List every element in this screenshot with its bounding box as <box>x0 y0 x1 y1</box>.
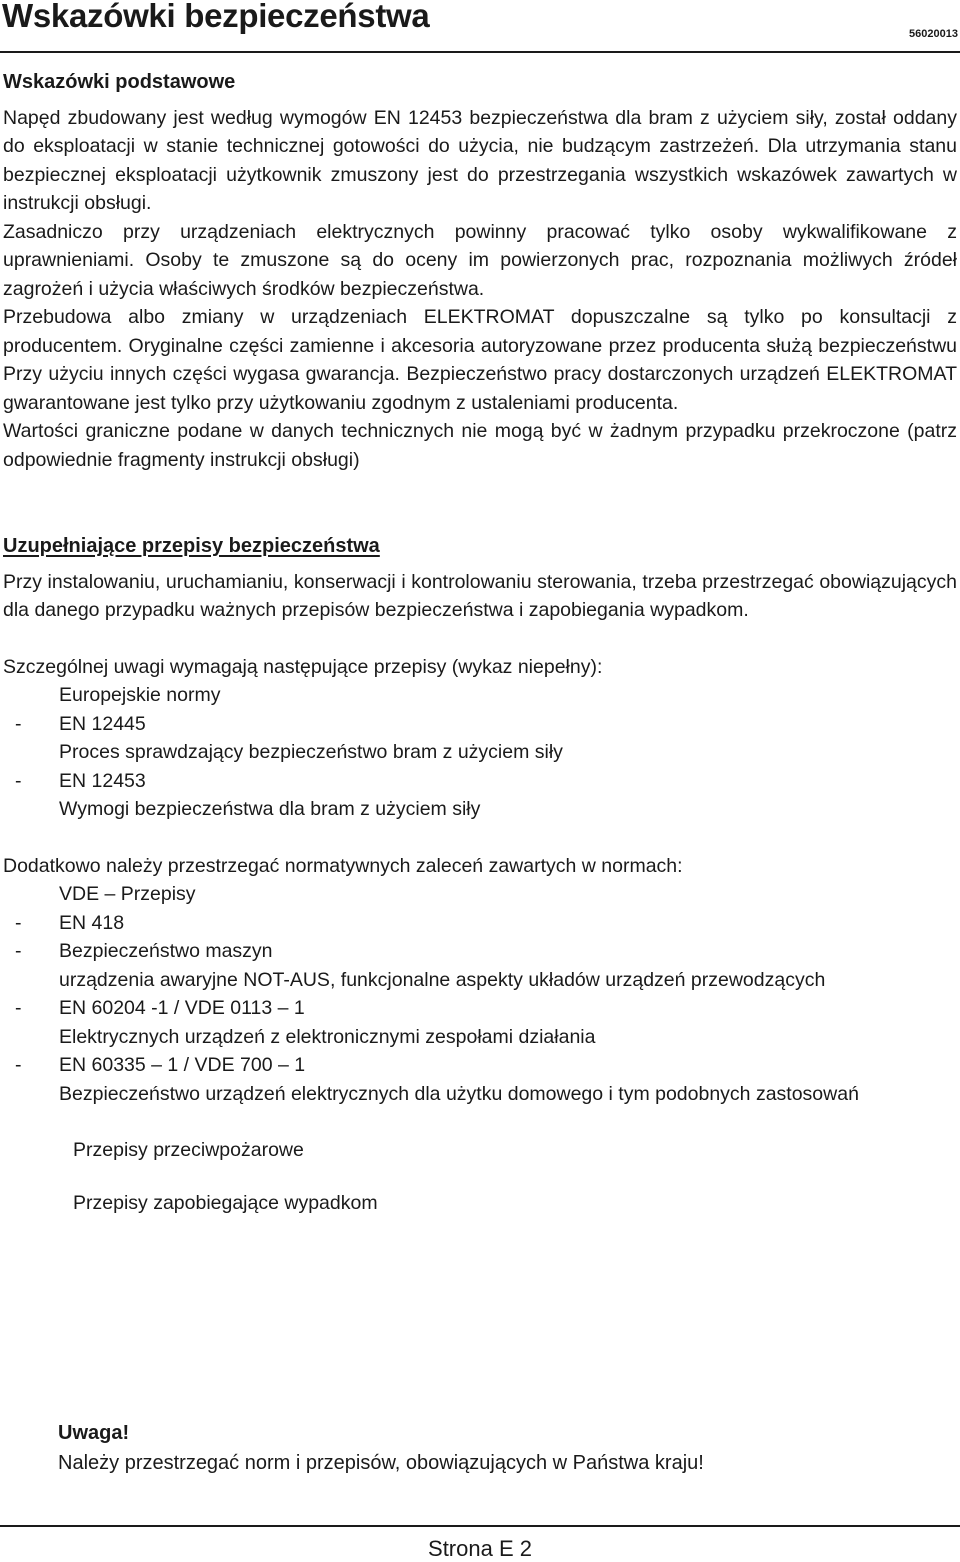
european-standards-list <box>3 681 957 824</box>
main-content <box>3 68 957 1217</box>
list-item <box>3 994 957 1051</box>
list-item <box>3 909 957 938</box>
list-dash: - <box>15 911 22 934</box>
list-dash: - <box>15 997 22 1019</box>
fire-regulations: Przepisy przeciwpożarowe <box>73 1139 304 1161</box>
list-item <box>3 710 957 767</box>
standard-code: EN 60204 -1 / VDE 0113 – 1 <box>59 997 305 1019</box>
standard-description: urządzenia awaryjne NOT-AUS, funkcjonalne aspekty układów urządzeń przewodzących <box>59 968 826 991</box>
list-item <box>3 767 957 824</box>
paragraph: Przebudowa albo zmiany w urządzeniach ELEKTROMAT dopuszczalne są tylko po konsultacji z producentem. Oryginalne części zamienne i akcesoria autoryzowane przez producenta służą bezpieczeństwu Przy użyciu innych części wygasa gwarancja. Bezpieczeństwo pracy dostarczonych urządzeń ELEKTROMAT gwarantowane jest tylko przy użytkowaniu zgodnym z ustaleniami producenta. <box>3 306 957 414</box>
list-dash: - <box>15 1054 22 1076</box>
paragraph: Przy instalowaniu, uruchamianiu, konserwacji i kontrolowaniu sterowania, trzeba przestrzegać obowiązujących dla danego przypadku ważnych przepisów bezpieczeństwa i zapobiegania wypadkom. <box>3 570 957 621</box>
standard-description: Elektrycznych urządzeń z elektronicznymi zespołami działania <box>59 1025 596 1048</box>
section-title-supplementary: Uzupełniające przepisy bezpieczeństwa <box>3 535 380 557</box>
warning-title: Uwaga! <box>58 1422 130 1444</box>
list-dash: - <box>15 712 22 735</box>
paragraph: Dodatkowo należy przestrzegać normatywnych zaleceń zawartych w normach: <box>3 854 683 877</box>
document-title: Wskazówki bezpieczeństwa <box>2 0 430 34</box>
list-heading: Europejskie normy <box>59 684 221 706</box>
footer-rule <box>0 1525 960 1527</box>
paragraph: Szczególnej uwagi wymagają następujące przepisy (wykaz niepełny): <box>3 655 603 678</box>
standard-code: EN 12453 <box>59 769 146 792</box>
standard-code: EN 12445 <box>59 712 146 735</box>
list-dash: - <box>15 769 22 792</box>
vde-standards-list <box>3 880 957 1108</box>
paragraph: Wartości graniczne podane w danych technicznych nie mogą być w żadnym przypadku przekroczone (patrz odpowiednie fragmenty instrukcji obsługi) <box>3 420 957 471</box>
standard-code: EN 60335 – 1 / VDE 700 – 1 <box>59 1054 306 1076</box>
list-item <box>3 937 957 994</box>
page-header <box>0 0 960 52</box>
page-number: Strona E 2 <box>428 1536 532 1561</box>
standard-code: EN 418 <box>59 911 125 934</box>
header-rule <box>0 51 960 53</box>
list-heading: VDE – Przepisy <box>59 883 196 905</box>
paragraph: Napęd zbudowany jest według wymogów EN 12453 bezpieczeństwa dla bram z użyciem siły, został oddany do eksploatacji w stanie technicznej gotowości do użycia, nie budzącym zastrzeżeń. Dla utrzymania stanu bezpiecznej eksploatacji użytkownik zmuszony jest do przestrzegania wszystkich wskazówek zawartych w instrukcji obsługi. <box>3 106 957 214</box>
standard-code: Bezpieczeństwo maszyn <box>59 940 273 962</box>
standard-description: Bezpieczeństwo urządzeń elektrycznych dla użytku domowego i tym podobnych zastosowań <box>59 1082 859 1105</box>
document-number: 56020013 <box>909 28 958 40</box>
standard-description: Proces sprawdzający bezpieczeństwo bram z użyciem siły <box>59 741 563 763</box>
section-title-basic: Wskazówki podstawowe <box>3 71 236 93</box>
paragraph: Zasadniczo przy urządzeniach elektrycznych powinny pracować tylko osoby wykwalifikowane z uprawnieniami. Osoby te zmuszone są do oceny im powierzonych prac, rozpoznania możliwych źródeł zagrożeń i użycia właściwych środków bezpieczeństwa. <box>3 220 957 300</box>
warning-box <box>58 1418 704 1478</box>
standard-description: Wymogi bezpieczeństwa dla bram z użyciem siły <box>59 798 481 820</box>
list-dash: - <box>15 940 22 962</box>
accident-regulations: Przepisy zapobiegające wypadkom <box>73 1191 378 1214</box>
list-item <box>3 1051 957 1108</box>
warning-text: Należy przestrzegać norm i przepisów, obowiązujących w Państwa kraju! <box>58 1452 704 1474</box>
